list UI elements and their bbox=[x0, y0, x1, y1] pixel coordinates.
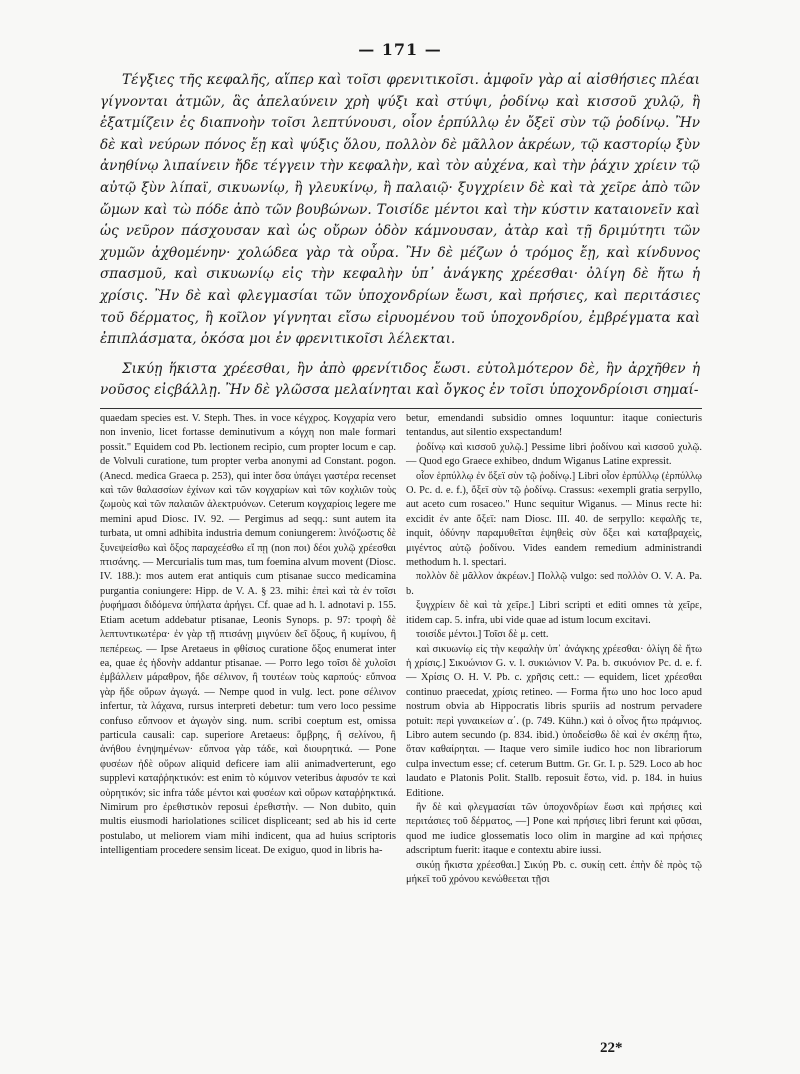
note-right-3: οἷον ἑρπύλλῳ ἐν ὄξεϊ σὺν τῷ ῥοδίνῳ.] Libri οἷον ἑρπύλλῳ (ἑρπύλλῳ O. Pc. d. e. f.), ὄξεϊ σὺν τῷ ῥοδίνῳ. Crassus: «exempli gratia serpyllo, aut aceto cum rosaceo." Hunc sequitur Wiganus. — Minus recte hi: excidit ἐν ante ὄξεϊ: nam Diosc. III. 40. de serpyllo: κεφαλῆς τε, inquit, ὀδύνην παραμυθεῖται ἑψηθεὶς σὺν ὄξει καὶ καταβραχεὶς, μιγέντος αὐτῷ ῥοδίνου. Vides eandem remedium administrandi methodum h. l. spectari. bbox=[406, 470, 702, 569]
notes-column-left bbox=[100, 412, 396, 859]
note-right-5: ξυγχρίειν δὲ καὶ τὰ χεῖρε.] Libri scripti et editi omnes τὰ χεῖρε, itidem cap. 5. infra, ubi vide quae ad istum locum excitavi. bbox=[406, 600, 702, 626]
note-right-2: ῥοδίνῳ καὶ κισσοῦ χυλῷ.] Pessime libri ῥοδίνου καὶ κισσοῦ χυλῷ. — Quod ego Graece exhibeo, dndum Wiganus Latine expressit. bbox=[406, 441, 702, 468]
note-right-4: πολλὸν δὲ μᾶλλον ἀκρέων.] Πολλῷ vulgo: sed πολλὸν O. V. A. Pa. b. bbox=[406, 571, 702, 597]
notes-divider bbox=[100, 408, 702, 409]
note-right-1: betur, emendandi subsidio omnes loquuntur: itaque coniecturis tentandus, aut silentio exspectandum! bbox=[406, 413, 702, 439]
note-right-9: σικύῃ ἥκιστα χρέεσθαι.] Σικύῃ Pb. c. συκίῃ cett. ἐπὴν δὲ πρὸς τῷ μήκεϊ τοῦ χρόνου κενώθεεται τῇσι bbox=[406, 859, 702, 885]
note-right-6: τοισίδε μέντοι.] Τοῖσι δὲ μ. cett. bbox=[416, 629, 549, 641]
note-right-8: ἢν δὲ καὶ φλεγμασίαι τῶν ὑποχονδρίων ἔωσι καὶ πρήσιες καὶ περιτάσιες τοῦ δέρματος, —] Pone καὶ πρήσιες libri ferunt καὶ φῦσαι, quod me iudice glossematis loco olim in margine ad καὶ πρήσιες adscriptum fuerit: itaque e contextu abire iussi. bbox=[406, 801, 702, 857]
note-right-7: καὶ σικυωνίῳ εἰς τὴν κεφαλὴν ὑπ᾽ ἀνάγκης χρέεσθαι· ὀλίγη δὲ ἤτω ἡ χρίσις.] Σικυώνιον G. v. l. συκιώνιον V. Pa. b. σικυόνιον Pc. d. e. f. — Χρίσις O. H. V. Pb. c. χρῆσις cett.: — equidem, licet χρέεσθαι continuo praecedat, χρίσις retineo. — Forma ἤτω uno hoc loco apud nostrum obvia ab Hippocratis libris spuriis ad nostrum pervadere potuit: περὶ γυναικείων α΄. (p. 749. Kühn.) καὶ ὁ οἶνος ἤτω πράμνιος. Libro autem secundo (p. 834. ibid.) ὑποδείσθω δὲ καὶ ἐν σκέπῃ ἤτω, ὅταν καθαίρηται. — Itaque vero simile iudico hoc non librariorum culpa invectum esse; cf. ceterum Buttm. Gr. Gr. I. p. 529. Loco ab hoc laudato e Platonis Polit. Stallb. reposuit ἔστω, vid. p. 184. in huius Editione. bbox=[406, 643, 702, 799]
main-greek-text bbox=[100, 70, 700, 402]
notes-column-right bbox=[406, 412, 702, 887]
note-left-text: quaedam species est. V. Steph. Thes. in voce κέγχρος. Κογχαρία vero non invenio, licet fortasse deminutivum a κόγχη non male formari possit." Equidem cod Pb. lectionem recipio, cum propter locum e cap. de Volvuli curatione, tum propter verba anonymi ad Constant. pogon. (Anecd. medica Graeca p. 253), qui inter ὅσα ὑπάγει γαστέρα recenset καὶ τῶν θαλασσίων ἐχίνων καὶ τῶν κογχαρίων καὶ τῶν κοχλιῶν τοὺς ζωμοὺς καὶ τῶν παλαιῶν ἀλεκτρυόνων. Ceterum κογχαρίοις legere me memini apud Diosc. IV. 92. — Pergimus ad seqq.: sunt autem ita turbata, ut omni adhibita industria demum coniungerem: λινόζωστις δὲ ξυνεψείσθω καὶ ὄξος παραχεέσθω εἴ πῃ (non ποι) δέοι χυλῷ χρέεσθαι πτισάνης. — Mercurialis tum mas, tum foemina alvum movent (Diosc. IV. 188.): mos autem erat antiquis cum ptisanae succo medicamina purgantia coniungere: Hipp. de V. A. § 23. mihi: ἐπεὶ καὶ τὰ ἐν τοῖσι ῥυφήμασι διδόμενα ὑπήλατα ἀρήγει. Cf. quae ad h. l. adnotavi p. 155. Etiam acetum addebatur ptisanae, Leonis Synops. p. 97: τροφὴ δὲ λεπτυντικωτέρα· ἐν γὰρ τῇ πτισάνῃ μιγνύειν δεῖ ὄξους, ἢ κυμίνου, ἢ πεπέρεως. — Ipse Aretaeus in φθίσιος curatione ὄξος enumerat inter ea, quae ἐς ἡδονὴν addantur ptisanae. — Porro lego τοῖσι δὲ χυλοῖσι ἐμβάλλειν μάραθρον, ἤδε σέλινον, ἢ τουτέων τοὺς καρπούς· εὔπνοα γὰρ ἤδε οὔρων ἀγωγά. — Nempe quod in vulg. lect. pone σέλινον infertur, τὰ λάχανα, rursus interpreti debetur: tum vero loco pessime confuso εὔπνοον et ἀγωγὸν sing. num. scribi coeptum est, omissa particula causali: cap. superiore Aretaeus: ὅμβρης, ἢ σελίνου, ἢ ἀνήθου ἐνηψημένων· εὔπνοα γὰρ τάδε, καὶ διουρητικά. — Pone φυσέων ἠδὲ οὔρων aliquid deficere iam alii animadverterunt, ego supplevi καταῤῥηκτικόν: est enim τὸ κύμινον veteribus ἀφυσόν τε καὶ οὐρητικόν; sic infra τάδε μέντοι καὶ φυσέων καὶ οὔρων καταῤῥηκτικά. Nimirum pro ἐρεθιστικὸν reposui ἐρεθιστὴν. — Non dubito, quin multis eiusmodi hariolationes scilicet displiceant; sed ab his id certe postulabo, ut meliorem viam mihi indicent, qua ad huius scriptoris intelligentiam procedere sensim liceat. De exiguo, quod in libris ha- bbox=[100, 413, 396, 857]
main-paragraph-1: Τέγξιες τῆς κεφαλῆς, αἵπερ καὶ τοῖσι φρενιτικοῖσι. ἀμφοῖν γὰρ αἱ αἰσθήσιες πλέαι γίγνονται ἀτμῶν, ἃς ἀπελαύνειν χρὴ ψύξι καὶ στύψι, ῥοδίνῳ καὶ κισσοῦ χυλῷ, ἢ ἐξατμίζειν ἐς διαπνοὴν τοῖσι λεπτύνουσι, οἷον ἑρπύλλῳ ἐν ὄξεϊ σὺν τῷ ῥοδίνῳ. Ἢν δὲ καὶ νεύρων πόνος ἔῃ καὶ ψύξις ὅλου, πολλὸν δὲ μᾶλλον ἀκρέων, τῷ καστορίῳ ξὺν ἀνηθίνῳ λιπαίνειν ἤδε τέγγειν τὴν κεφαλὴν, καὶ τὸν αὐχένα, καὶ τὴν ῥάχιν χρίειν τῷ αὐτῷ ξὺν λίπαϊ, σικυωνίῳ, ἢ γλευκίνῳ, ἢ παλαιῷ· ξυγχρίειν δὲ καὶ τὰ χεῖρε ἀπὸ τῶν ὤμων καὶ τὼ πόδε ἀπὸ τῶν βουβώνων. Τοισίδε μέντοι καὶ τὴν κύστιν καταιονεῖν καὶ ὡς νεῦρον πάσχουσαν καὶ ὡς οὔρων ὁδὸν κάμνουσαν, ἀτὰρ καὶ τῇ δριμύτητι τῶν χυμῶν ἀχθομένην· χολώδεα γὰρ τὰ οὖρα. Ἢν δὲ μέζων ὁ τρόμος ἔῃ, καὶ κίνδυνος σπασμοῦ, καὶ σικυωνίῳ εἰς τὴν κεφαλὴν ὑπ᾽ ἀνάγκης χρέεσθαι· ὀλίγη δὲ ἤτω ἡ χρίσις. Ἢν δὲ καὶ φλεγμασίαι τῶν ὑποχονδρίων ἔωσι, καὶ πρήσιες, καὶ περιτάσιες τοῦ δέρματος, ἢ κοῖλον γίγνηται εἴσω εἰρυομένου τοῦ ὑποχονδρίου, ἐμβρέγματα καὶ ἐπιπλάσματα, ὁκόσα μοι ἐν φρενιτικοῖσι λέλεκται. bbox=[100, 72, 700, 348]
page-number: — 171 — bbox=[358, 40, 442, 59]
main-paragraph-2: Σικύῃ ἥκιστα χρέεσθαι, ἢν ἀπὸ φρενίτιδος ἔωσι. εὐτολμότερον δὲ, ἢν ἀρχῆθεν ἡ νοῦσος εἰςβάλλῃ. Ἢν δὲ γλῶσσα μελαίνηται καὶ ὄγκος ἐν τοῖσι ὑποχονδρίοισι σημαί- bbox=[100, 360, 700, 399]
signature-mark: 22* bbox=[600, 1040, 623, 1056]
